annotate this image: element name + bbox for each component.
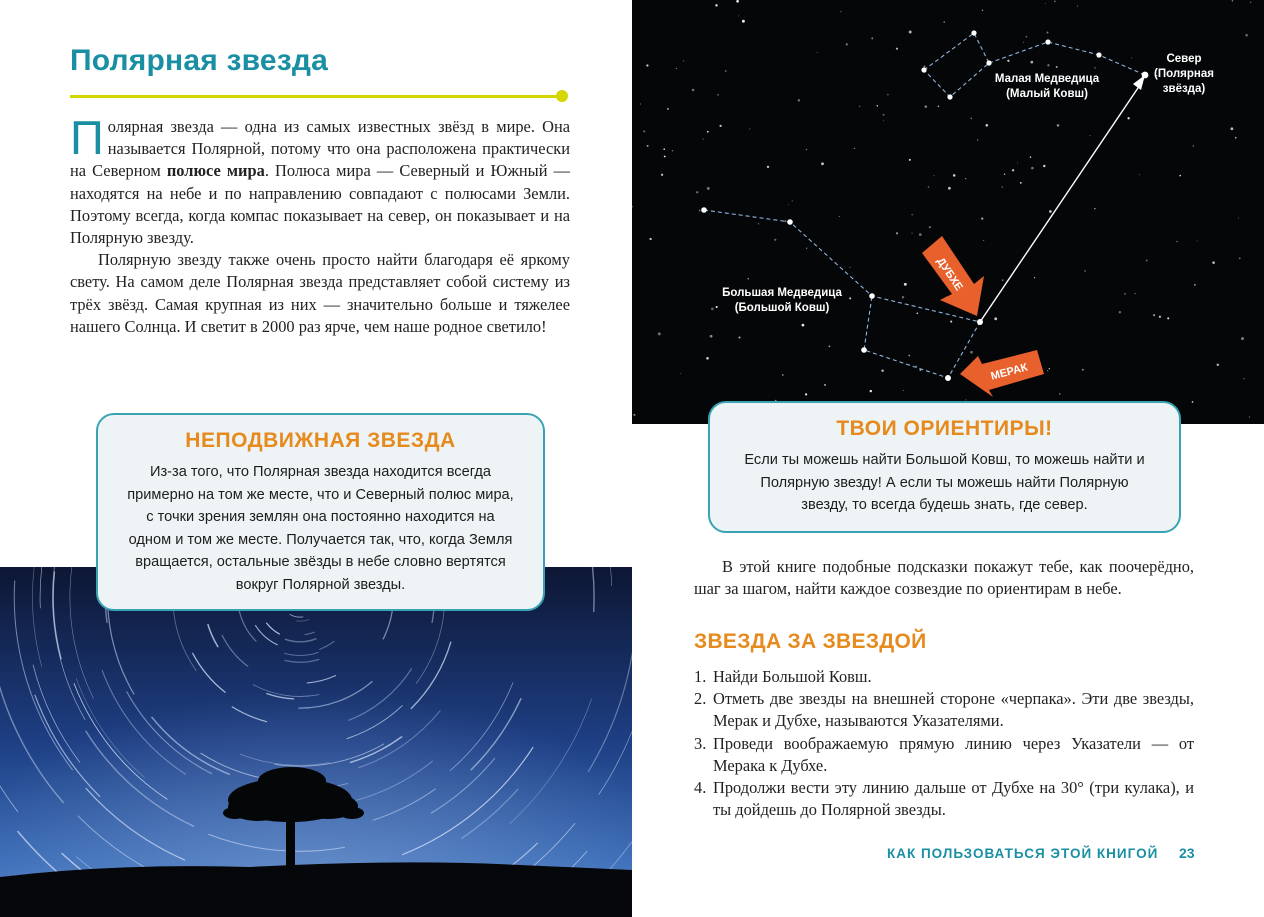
step-text: Найди Большой Ковш. [713, 667, 872, 686]
background-star [788, 204, 789, 205]
background-star [1193, 145, 1194, 146]
step-text: Отметь две звезды на внешней стороне «черпака». Эти две звезды, Мерак и Дубхе, называются Указателями. [713, 689, 1194, 731]
background-star [647, 145, 649, 147]
background-star [850, 267, 851, 268]
background-star [1159, 316, 1161, 318]
background-star [716, 306, 718, 308]
background-star [663, 148, 665, 150]
background-star [710, 335, 713, 338]
background-star [953, 174, 956, 177]
background-star [1002, 279, 1004, 281]
background-star [725, 70, 726, 71]
background-star [802, 324, 805, 327]
star-chart-diagram [632, 0, 1264, 424]
north-sublabel-1: (Полярная [1154, 68, 1214, 80]
background-star [1241, 337, 1244, 340]
background-star [1049, 210, 1052, 213]
background-star [908, 355, 910, 357]
background-star [1243, 378, 1244, 379]
background-star [1017, 162, 1018, 163]
background-star [1049, 368, 1050, 369]
background-star [738, 336, 740, 338]
step-text: Продолжи вести эту линию дальше от Дубхе на 30° (три кулака), и ты дойдешь до Полярной звезды. [713, 778, 1194, 820]
background-star [854, 148, 855, 149]
background-star [919, 233, 922, 236]
background-star [986, 124, 989, 127]
background-star [983, 240, 984, 241]
background-star [1095, 67, 1096, 68]
dubhe-label: ДУБХЕ [934, 255, 965, 294]
step-number: 4. [694, 778, 707, 798]
horizon-ground [0, 862, 632, 917]
background-star [817, 52, 818, 53]
star-trails-photo [0, 567, 632, 917]
background-star [1082, 369, 1084, 371]
background-star [658, 332, 661, 335]
dubhe-arrow [922, 236, 984, 316]
paragraph-1 [70, 111, 570, 249]
running-footer-section: КАК ПОЛЬЗОВАТЬСЯ ЭТОЙ КНИГОЙ [887, 846, 1159, 861]
background-star [1031, 167, 1034, 170]
background-star [934, 175, 935, 176]
background-star [738, 15, 739, 16]
background-star [950, 321, 952, 323]
background-star [929, 226, 931, 228]
background-star [883, 114, 885, 116]
background-star [715, 4, 717, 6]
background-star [742, 20, 745, 23]
background-star [792, 201, 793, 202]
background-star [965, 178, 966, 179]
fixed-star-box-text: Из-за того, что Полярная звезда находится всегда примерно на том же месте, что и Северный полюс мира, с точки зрения землян она постоянно находится на одном и том же месте. Получается так, что, когда Земля вращается, остальные звёзды в небе словно вертятся вокруг Полярной звезды. [127, 464, 514, 593]
background-star [1176, 241, 1177, 242]
pointer-line [980, 82, 1142, 322]
background-star [1235, 137, 1237, 139]
title-underline [70, 95, 560, 98]
background-star [1212, 261, 1215, 264]
background-star [896, 48, 898, 50]
term-celestial-pole: полюсе мира [166, 161, 265, 181]
background-star [1250, 2, 1251, 3]
hints-paragraph: В этой книге подобные подсказки покажут тебе, как поочерёдно, шаг за шагом, найти каждое созвездие по ориентирам в небе. [694, 557, 1194, 599]
background-star [1119, 311, 1121, 313]
background-star [649, 238, 651, 240]
background-star [1090, 135, 1091, 136]
background-star [643, 130, 645, 132]
background-star [782, 374, 784, 376]
background-star [924, 65, 926, 67]
background-star [904, 283, 907, 286]
background-star [784, 220, 786, 222]
background-star [828, 345, 830, 347]
background-star [805, 393, 807, 395]
background-star [1139, 174, 1140, 175]
steps-heading: ЗВЕЗДА ЗА ЗВЕЗДОЙ [694, 630, 927, 653]
background-star [1127, 117, 1129, 119]
background-star [664, 156, 666, 158]
background-star [902, 296, 904, 298]
fixed-star-box-title: НЕПОДВИЖНАЯ ЗВЕЗДА [185, 429, 456, 452]
background-star [748, 278, 749, 279]
background-star [676, 68, 677, 69]
background-star [699, 210, 701, 212]
background-star [667, 108, 669, 110]
background-star [1238, 218, 1239, 219]
background-star [661, 174, 663, 176]
background-star [977, 140, 978, 141]
background-star [1043, 165, 1045, 167]
background-star [1217, 364, 1219, 366]
background-star [707, 131, 709, 133]
background-star [970, 351, 973, 354]
background-star [1167, 317, 1169, 319]
background-star [883, 120, 884, 121]
background-star [994, 317, 997, 320]
background-star [1030, 156, 1031, 157]
background-star [758, 223, 760, 225]
background-star [798, 99, 800, 101]
step-number: 2. [694, 689, 707, 709]
background-star [1094, 208, 1095, 209]
background-star [717, 94, 719, 96]
background-star [1023, 42, 1024, 43]
background-star [881, 370, 883, 372]
background-star [839, 216, 840, 217]
background-star [1004, 173, 1005, 174]
background-star [877, 105, 878, 106]
background-star [1007, 60, 1009, 62]
background-star [806, 248, 807, 249]
background-star [1057, 124, 1060, 127]
background-star [870, 390, 872, 392]
merak-label: МЕРАК [989, 361, 1029, 383]
background-star [1059, 393, 1060, 394]
background-star [767, 166, 769, 168]
step-number: 3. [694, 733, 707, 753]
background-star [703, 139, 704, 140]
background-star [1135, 293, 1136, 294]
background-star [1084, 270, 1085, 271]
ursa-minor-label: Малая Медведица [994, 73, 1100, 85]
ursa-major-sublabel: (Большой Ковш) [734, 302, 830, 314]
paragraph-1-start: олярная звезда — одна из самых известных звёзд в мире. Она называется Полярной, потому что она расположена практически на Северном [70, 117, 570, 181]
north-sublabel-2: звёзда) [1162, 83, 1206, 95]
step-item [694, 733, 1194, 777]
background-star [824, 384, 826, 386]
background-star [692, 89, 695, 92]
background-star [806, 149, 808, 151]
background-star [1245, 34, 1248, 37]
background-star [672, 150, 673, 151]
background-star [706, 357, 709, 360]
step-item [694, 777, 1194, 821]
background-star [981, 217, 983, 219]
landmarks-info-box [708, 401, 1181, 533]
background-star [1054, 1, 1055, 2]
background-star [1231, 127, 1234, 130]
background-star [925, 105, 928, 108]
background-star [909, 31, 912, 34]
background-star [943, 21, 944, 22]
background-star [680, 373, 681, 374]
background-star [938, 105, 940, 107]
steps-list [694, 666, 1194, 821]
background-star [859, 106, 860, 107]
merak-arrow [960, 350, 1044, 397]
page-title: Полярная звезда [70, 44, 328, 77]
background-star [1002, 187, 1003, 188]
background-star [903, 390, 904, 391]
background-star [912, 233, 913, 234]
ursa-major-label: Большая Медведица [722, 287, 842, 299]
background-star [1045, 3, 1046, 4]
page-number: 23 [1179, 845, 1195, 861]
background-star [1020, 182, 1022, 184]
background-star [736, 0, 739, 3]
background-star [1047, 32, 1049, 34]
background-star [1194, 284, 1196, 286]
background-star [887, 94, 889, 96]
star-chart [632, 0, 1264, 424]
background-star [1197, 241, 1198, 242]
paragraph-1-end: . Полюса мира — Северный и Южный — находятся на небе и по направлению совпадают с полюсами Земли. Поэтому всегда, когда компас показывает на север, он показывает и на Полярную звезду. [70, 161, 570, 248]
landmarks-box-title: ТВОИ ОРИЕНТИРЫ! [836, 417, 1053, 440]
step-text: Проведи воображаемую прямую линию через Указатели — от Мерака к Дубхе. [713, 733, 1194, 775]
background-star [846, 43, 848, 45]
background-star [1124, 293, 1125, 294]
background-star [683, 60, 684, 61]
background-star [749, 128, 750, 129]
background-star [1034, 277, 1035, 278]
background-star [1179, 175, 1181, 177]
background-star [1232, 0, 1234, 2]
background-star [640, 103, 641, 104]
background-star [912, 214, 913, 215]
background-star [928, 186, 930, 188]
background-star [871, 37, 873, 39]
background-star [896, 232, 898, 234]
background-star [849, 297, 851, 299]
background-star [909, 159, 911, 161]
background-star [1239, 258, 1241, 260]
paragraph-2: Полярную звезду также очень просто найти благодаря её яркому свету. На самом деле Полярная звезда представляет собой систему из трёх звёзд. Самая крупная из них — значительно больше и тяжелее нашего Солнца. И светит в 2000 раз ярче, чем наше родное светило! [70, 250, 570, 336]
background-star [696, 191, 698, 193]
star-trails-image [0, 567, 632, 917]
step-item [694, 688, 1194, 732]
step-number: 1. [694, 667, 707, 686]
background-star [632, 206, 633, 208]
background-star [774, 239, 776, 241]
background-star [1131, 57, 1132, 58]
background-star [971, 118, 973, 120]
step-item [694, 666, 1194, 688]
background-star [1056, 66, 1058, 68]
north-label: Север [1166, 53, 1202, 65]
background-star [1153, 314, 1155, 316]
background-star [840, 11, 841, 12]
background-star [1047, 64, 1049, 66]
background-star [1077, 6, 1078, 7]
intro-text [70, 111, 570, 338]
background-star [711, 308, 714, 311]
background-star [1047, 370, 1048, 371]
background-star [821, 162, 824, 165]
background-star [633, 414, 635, 416]
background-star [1030, 61, 1033, 64]
background-star [719, 125, 721, 127]
background-star [948, 187, 951, 190]
background-star [1249, 416, 1250, 417]
title-underline-dot [556, 90, 568, 102]
background-star [917, 313, 919, 315]
background-star [1192, 401, 1194, 403]
fixed-star-info-box [96, 413, 545, 611]
background-star [1146, 260, 1148, 262]
landmarks-box-text: Если ты можешь найти Большой Ковш, то можешь найти и Полярную звезду! А если ты можешь найти Полярную звезду, то всегда будешь знать, где север. [744, 452, 1145, 513]
background-star [982, 9, 984, 11]
background-star [707, 187, 710, 190]
drop-cap: П [70, 111, 104, 164]
background-star [646, 64, 648, 66]
ursa-minor-sublabel: (Малый Ковш) [1006, 88, 1088, 100]
background-star [1012, 169, 1014, 171]
background-star [1026, 36, 1028, 38]
